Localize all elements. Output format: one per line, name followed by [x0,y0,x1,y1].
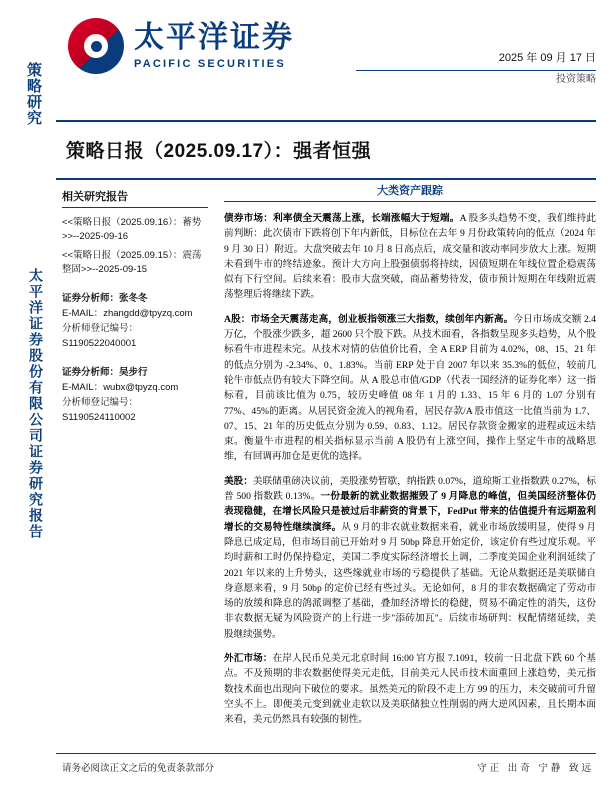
section-heading: 大类资产跟踪 [224,182,596,202]
pacific-logo-icon [68,18,124,74]
footer-motto: 守正 出奇 宁静 致远 [477,763,594,774]
footer-divider [56,753,596,754]
analyst-license [62,321,208,351]
brand-name-en: PACIFIC SECURITIES [134,58,286,70]
page-title: 策略日报（2025.09.17）：强者恒强 [66,141,372,162]
paragraph-us-stocks: 美股：美联储重磅决议前，美股涨势暂歇，纳指跌 0.07%，道琼斯工业指数跌 0.27%，标普 500 指数跌 0.13%。一份最新的就业数据摧毁了 9 月降息的峰值，但美国经济整体仍表现稳健，在增长风险只是被过后非薪资的背景下，FedPut 带来的估值提升有远期盈利增长的交易特性继续演绎。从 9 月的非农就业数据来看，就业市场放缓明显，使得 9 月降息已成定局，但市场目前已开始对 9 月 50bp 降息开始定价，该定价有些过度乐观。平均时薪和工时仍保持稳定，美国二季度实际经济增长上调，二季度美国企业利润延续了 2021 年以来的上升势头，这些缘就业市场的亏稳提供了基础。无论从数据还是美联储自身意愿来看，9 月 50bp 的定价已经有些过头。无论如何，8 月的非农数据确定了劳动市场的放缓和降息的鸽派调整了基础，叠加经济增长的稳健，贸易不确定性的消失，这份非农数据无疑为风险资产的上行进一步"添砖加瓦"。后续市场研判：权配情绪延续，美股继续强势。 [224,475,597,640]
related-reports-heading: 相关研究报告 [62,188,208,208]
analyst-email [62,380,208,395]
sidebar-column [62,188,208,425]
footer-disclaimer: 请务必阅读正文之后的免责条款部分 [62,763,215,774]
list-item[interactable]: <<策略日报（2025.09.15）：震荡整固>>--2025-09-15 [62,250,202,275]
analyst-license-value: S1190522040001 [62,338,137,349]
paragraph-a-shares: A股：市场全天震荡走高，创业板指领涨三大指数，续创年内新高。今日市场成交额 2.4 万亿，个股涨少跌多，超 2600 只个股下跌。从技术面看，各指数呈现多头趋势，从个股标看牛市进程未完。从技术对情的估值价比看，全 A ERP 目前为 4.02%，08、15、21 年的低点分别为 -2.34%、0、1.83%。当前 ERP 处于自 2007 年以来 35.3%的低位，较前几轮牛市低点仍有较大下降空间。从 A 股总市值/GDP（代表一国经济的证券化率）这一指标看，目前该比值为 0.75，较历史峰值 08 年 1 月的 1.33、15 年 6 月的 1.07 分别有 77%、45%的距离。从居民资金流入的视角看，居民存款/A 股市值这一比值当前为 1.7、07、15、21 年的历史低点分别为 0.59、0.83、1.12。居民存款资金搬家的进程或远未结束。衡量牛市进程的相关指标显示当前 A 股仍有上涨空间，操作上坚定牛市的战略思维，有回调再加仓是更优的选择。 [224,313,596,463]
analyst-license-label: 分析师登记编号： [62,323,139,334]
analyst-license-value: S1190524110002 [62,412,136,423]
brand-logo-text [134,21,294,71]
analyst-license [62,395,208,425]
analyst-block-1 [62,291,208,351]
list-item[interactable]: <<策略日报（2025.09.16）：蓄势>>--2025-09-16 [62,217,202,242]
left-brand-rail [0,0,56,792]
main-content-column [224,182,596,737]
header-meta [499,50,596,88]
document-header [56,0,612,96]
title-band [56,120,596,180]
brand-name-cn: 太平洋证券 [134,21,294,54]
analyst-email-value[interactable]: zhangdd@tpyzq.com [103,308,193,319]
analyst-name: 证券分析师：张冬冬 [62,293,148,304]
report-date: 2025 年 09 月 17 日 [498,52,596,64]
analyst-email [62,306,208,321]
rail-company-label: 太平洋证券股份有限公司证券研究报告 [28,268,44,540]
paragraph-fx-market: 外汇市场：在岸人民币兑美元北京时间 16:00 官方报 7.1091，较前一日北盘下跌 60 个基点。不及预期的非农数据使得美元走低，目前美元人民币技术面重回上涨趋势，美元指数技术面也出现向下破位的要求。虽然美元的阶段不走上方 99 的压力，未交破前可升留空头不上。即便美元变到就业走软以及美联储独立性削弱的两大逆风因素，且长期本面来看，美元仍然具有较强的韧性。 [224,653,597,726]
report-kind: 投资策略 [556,74,596,85]
brand-logo [68,18,294,74]
analyst-email-value[interactable]: wubx@tpyzq.com [103,382,179,393]
analyst-email-label: E-MAIL： [62,382,104,393]
paragraph-bond-market: 债券市场：利率债全天震荡上涨，长端涨幅大于短端。A 股多头趋势不变，我们维持此前判断：此次债市下跌将创下年内新低，目标位在去年 9 月份政策转向的低点（2024 年 9 月 30 日）附近。大盘突破去年 10 月 8 日高点后，成交量和波动率同步放大上涨。短期未看到牛市的终结迹象。预计大方向上股强债弱将持续，因债短期在年线位置企稳震荡似有下行空间。后续来看：股市大盘突破，商品蓄势待发，债市预计短期在年线附近震荡整理后将继续下跌。 [224,213,597,301]
rail-research-label: 策略研究 [25,62,42,126]
analyst-name: 证券分析师：吴步行 [62,367,148,378]
analyst-license-label: 分析师登记编号： [62,397,139,408]
analyst-block-2 [62,365,208,425]
analyst-email-label: E-MAIL： [62,308,104,319]
